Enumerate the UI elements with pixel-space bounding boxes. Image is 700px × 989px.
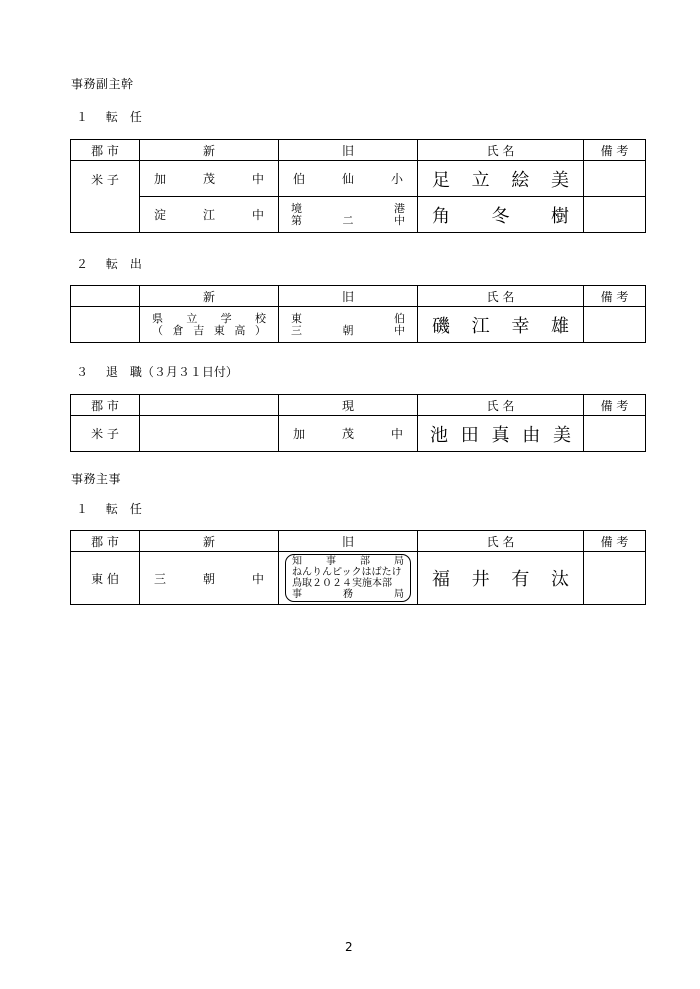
retirement-table [70, 394, 646, 452]
cell-new: 加 茂 中 [140, 161, 279, 197]
cell-name: 角 冬 樹 [418, 197, 584, 233]
header-old: 旧 [279, 531, 418, 552]
transfer-table [70, 139, 646, 233]
section-title-clerk: 事務主事 [71, 472, 122, 486]
section-title-vice-chief: 事務副主幹 [71, 77, 134, 91]
header-current: 現 [279, 395, 418, 416]
header-note: 備 考 [584, 395, 646, 416]
heading-number: １ [76, 502, 89, 516]
header-region [71, 286, 140, 307]
transfer-out-table [70, 285, 646, 343]
cell-new: 県 立 学 校 （ 倉 吉 東 高 ） [140, 307, 279, 343]
heading-number: ２ [76, 257, 89, 271]
subsection-heading-transfer-out [76, 255, 142, 272]
cell-note [584, 161, 646, 197]
header-new: 新 [140, 140, 279, 161]
clerk-transfer-table [70, 530, 646, 605]
header-name: 氏 名 [418, 286, 584, 307]
header-old: 旧 [279, 286, 418, 307]
heading-number: ３ [76, 365, 89, 379]
table-row [71, 552, 646, 605]
header-new [140, 395, 279, 416]
header-old: 旧 [279, 140, 418, 161]
header-note: 備 考 [584, 140, 646, 161]
cell-new: 淀 江 中 [140, 197, 279, 233]
cell-old [279, 552, 418, 605]
cell-current: 加 茂 中 [279, 416, 418, 452]
table-row [71, 197, 646, 233]
cell-name: 池 田 真 由 美 [418, 416, 584, 452]
header-new: 新 [140, 286, 279, 307]
cell-note [584, 416, 646, 452]
header-name: 氏 名 [418, 531, 584, 552]
table-row [71, 416, 646, 452]
heading-number: １ [76, 110, 89, 124]
header-note: 備 考 [584, 531, 646, 552]
heading-label: 転 任 [105, 502, 142, 516]
table-row [71, 307, 646, 343]
subsection-heading-transfer [76, 500, 142, 517]
table-header-row [71, 531, 646, 552]
cell-old: 東 伯 三 朝 中 [279, 307, 418, 343]
header-name: 氏 名 [418, 140, 584, 161]
cell-region [71, 307, 140, 343]
heading-label: 退 職（３月３１日付） [105, 365, 238, 379]
cell-region: 米 子 [71, 416, 140, 452]
table-header-row [71, 286, 646, 307]
heading-label: 転 任 [105, 110, 142, 124]
cell-name: 磯 江 幸 雄 [418, 307, 584, 343]
cell-note [584, 307, 646, 343]
old-post-bracket: 知 事 部 局 ねんりんピックはばたけ 鳥取２０２４実施本部 事 務 局 [285, 554, 411, 602]
page-number: 2 [345, 940, 353, 954]
cell-region: 米 子 [71, 161, 140, 233]
cell-name: 足 立 絵 美 [418, 161, 584, 197]
cell-note [584, 552, 646, 605]
header-note: 備 考 [584, 286, 646, 307]
heading-label: 転 出 [105, 257, 142, 271]
subsection-heading-retirement [76, 363, 238, 380]
table-header-row [71, 140, 646, 161]
header-name: 氏 名 [418, 395, 584, 416]
header-region: 郡 市 [71, 140, 140, 161]
subsection-heading-transfer [76, 108, 142, 125]
cell-note [584, 197, 646, 233]
header-region: 郡 市 [71, 531, 140, 552]
table-header-row [71, 395, 646, 416]
cell-old: 伯 仙 小 [279, 161, 418, 197]
cell-name: 福 井 有 汰 [418, 552, 584, 605]
header-new: 新 [140, 531, 279, 552]
table-row [71, 161, 646, 197]
cell-new [140, 416, 279, 452]
header-region: 郡 市 [71, 395, 140, 416]
cell-old: 境 港 第 二 中 [279, 197, 418, 233]
cell-region: 東 伯 [71, 552, 140, 605]
cell-new: 三 朝 中 [140, 552, 279, 605]
